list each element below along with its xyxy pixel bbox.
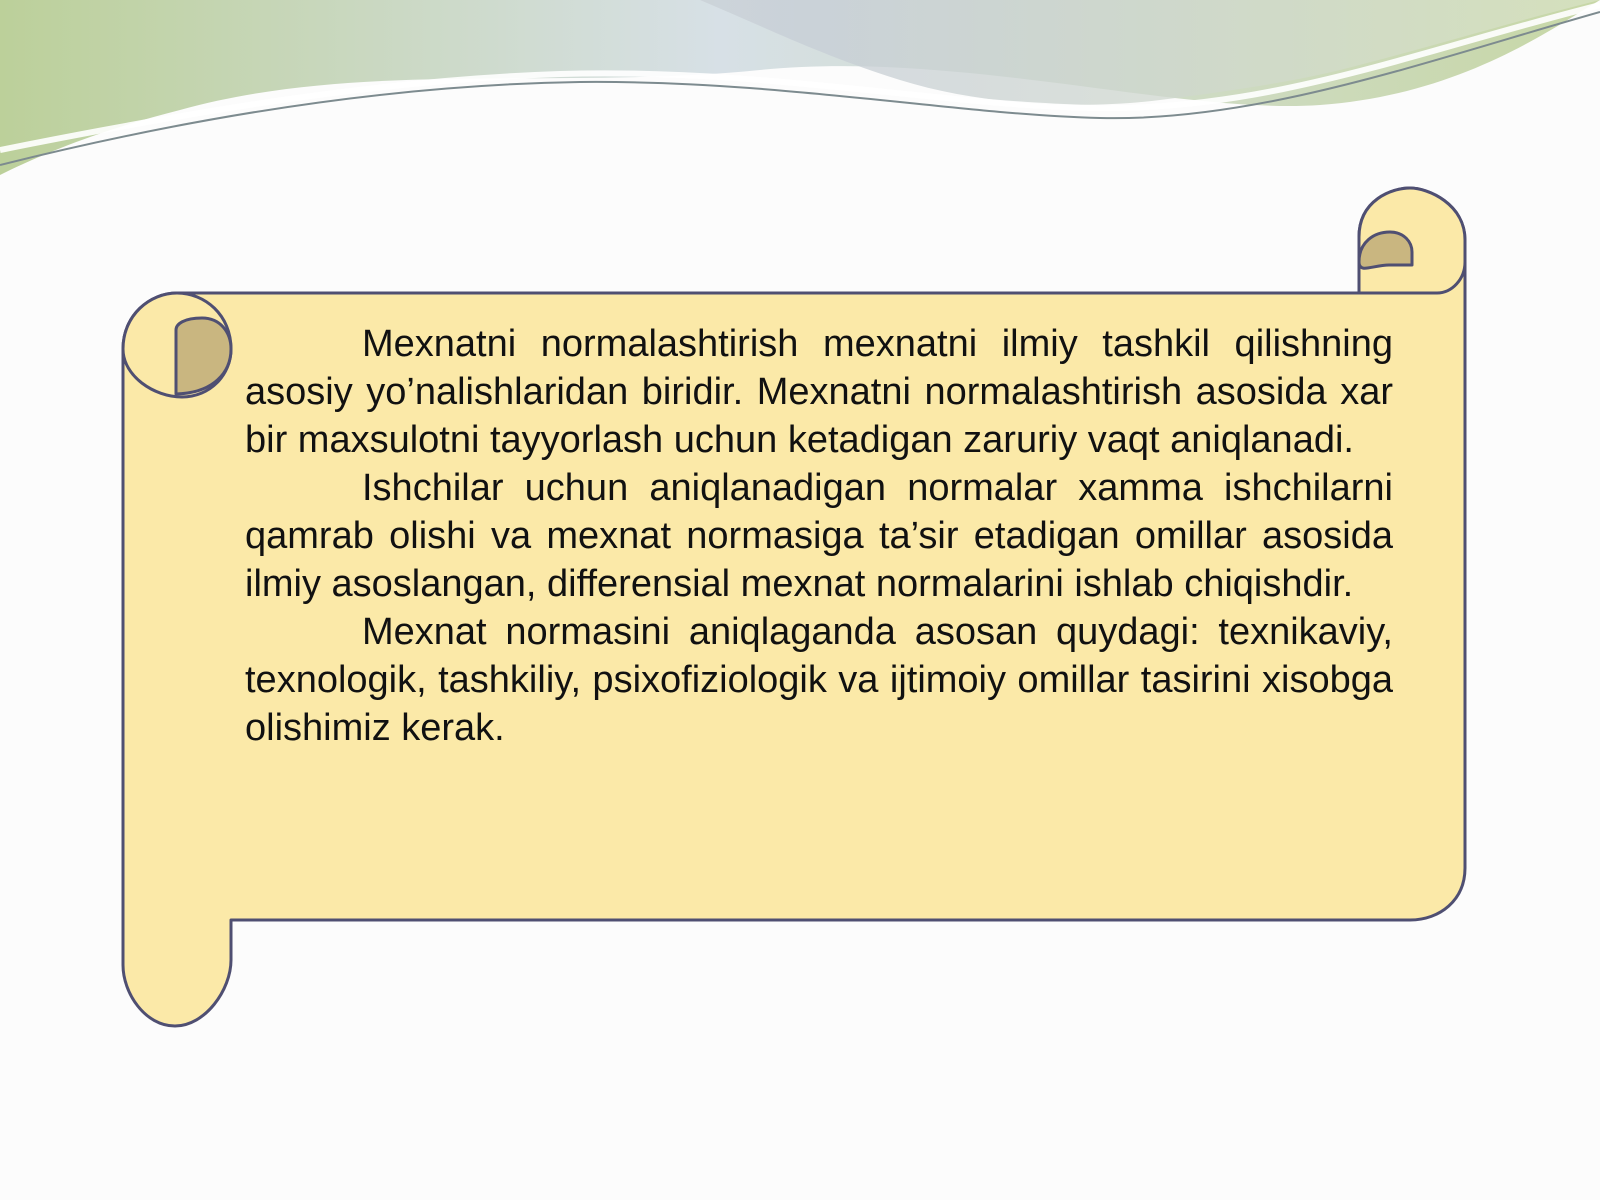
scroll-text-block xyxy=(245,320,1393,752)
paragraph-2: Ishchilar uchun aniqlanadigan normalar xamma ishchilarni qamrab olishi va mexnat normasiga ta’sir etadigan omillar asosida ilmiy asoslangan, differensial mexnat normalarini ishlab chiqishdir. xyxy=(245,467,1393,605)
paragraph-1: Mexnatni normalashtirish mexnatni ilmiy tashkil qilishning asosiy yo’nalishlaridan biridir. Mexnatni normalashtirish asosida xar bir maxsulotni tayyorlash uchun ketadigan zaruriy vaqt aniqlanadi. xyxy=(245,323,1393,461)
paragraph-3: Mexnat normasini aniqlaganda asosan quydagi: texnikaviy, texnologik, tashkiliy, psixofiziologik va ijtimoiy omillar tasirini xisobga olishimiz kerak. xyxy=(245,611,1393,749)
